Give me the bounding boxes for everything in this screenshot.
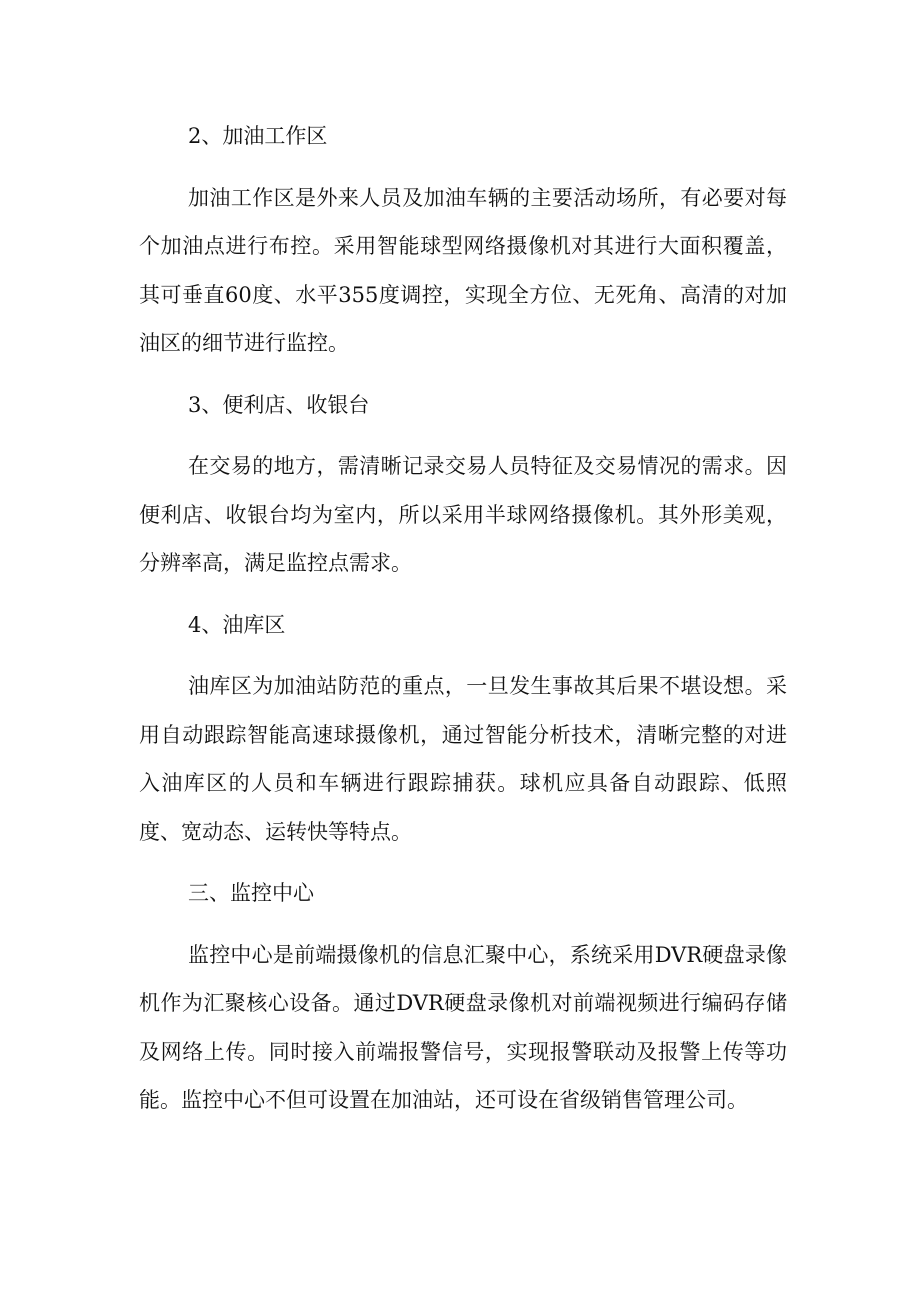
- document-body: [139, 112, 787, 1138]
- section-heading-store-checkout: 3、便利店、收银台: [188, 392, 370, 417]
- section-paragraph-oil-depot: 油库区为加油站防范的重点，一旦发生事故其后果不堪设想。采用自动跟踪智能高速球摄像机，通过智能分析技术，清晰完整的对进入油库区的人员和车辆进行跟踪捕获。球机应具备自动跟踪、低照度、宽动态、运转快等特点。: [139, 674, 787, 844]
- section-heading-monitoring-center: 三、监控中心: [188, 881, 314, 905]
- section-heading-oil-depot: 4、油库区: [188, 612, 286, 637]
- section-paragraph-monitoring-center: 监控中心是前端摄像机的信息汇聚中心，系统采用DVR硬盘录像机作为汇聚核心设备。通过DVR硬盘录像机对前端视频进行编码存储及网络上传。同时接入前端报警信号，实现报警联动及报警上传等功能。监控中心不但可设置在加油站，还可设在省级销售管理公司。: [139, 942, 787, 1112]
- section-heading-fueling-area: 2、加油工作区: [188, 124, 328, 148]
- section-paragraph-store-checkout: 在交易的地方，需清晰记录交易人员特征及交易情况的需求。因便利店、收银台均为室内，所以采用半球网络摄像机。其外形美观，分辨率高，满足监控点需求。: [139, 454, 787, 575]
- section-paragraph-fueling-area: 加油工作区是外来人员及加油车辆的主要活动场所，有必要对每个加油点进行布控。采用智能球型网络摄像机对其进行大面积覆盖，其可垂直60度、水平355度调控，实现全方位、无死角、高清的对加油区的细节进行监控。: [139, 185, 787, 355]
